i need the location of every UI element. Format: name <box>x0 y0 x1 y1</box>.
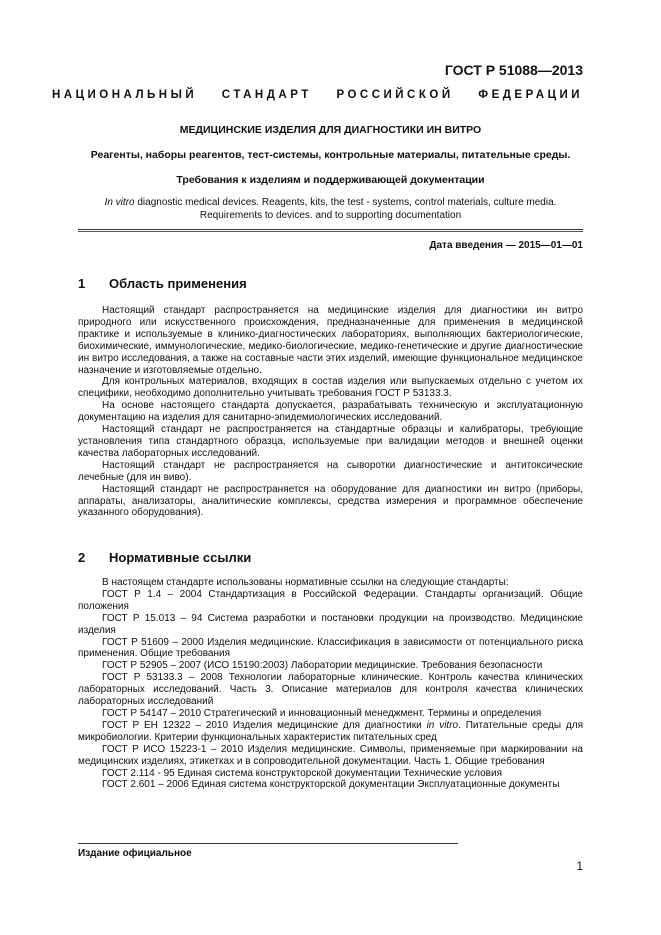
section-2-heading <box>78 550 251 565</box>
section-1-paragraph: Настоящий стандарт не распространяется на оборудование для диагностики ин витро (приборы, аппараты, анализаторы, аналитические комплексы, средства измерения и программное обеспечение указанного оборудования). <box>78 483 583 519</box>
reference-item: ГОСТ Р 52905 – 2007 (ИСО 15190:2003) Лаборатории медицинские. Требования безопасности <box>102 660 543 672</box>
section-2-title: Нормативные ссылки <box>109 550 252 565</box>
title-en-line1: diagnostic medical devices. Reagents, kits, the test - systems, control materials, culture media. <box>134 197 557 208</box>
reference-item: ГОСТ Р 51609 – 2000 Изделия медицинские. Классификация в зависимости от потенциального риска применения. Общие требования <box>78 636 583 660</box>
header-divider-secondary <box>78 231 583 232</box>
gost-number: ГОСТ Р 51088—2013 <box>444 62 583 78</box>
edition-label: Издание официальное <box>78 848 192 859</box>
header-divider <box>78 229 583 230</box>
page-number: 1 <box>576 859 583 873</box>
section-1-paragraph: Настоящий стандарт не распространяется на сыворотки диагностические и антитоксические лечебные (для ин виво). <box>78 459 583 483</box>
reference-item: ГОСТ Р 1.4 – 2004 Стандартизация в Российской Федерации. Стандарты организаций. Общие положения <box>78 588 583 612</box>
reference-item: ГОСТ 2.114 - 95 Единая система конструкторской документации Технические условия <box>102 767 502 779</box>
title-en-line2: Requirements to devices. and to supporting documentation <box>199 210 462 221</box>
reference-item: ГОСТ 2.601 – 2006 Единая система конструкторской документации Эксплуатационные документы <box>102 779 560 791</box>
reference-en-italic: in vitro <box>426 719 459 731</box>
reference-item: ГОСТ Р ИСО 15223-1 – 2010 Изделия медицинские. Символы, применяемые при маркировании на медицинских изделиях, этикетках и в сопроводительной документации. Часть 1. Общие требования <box>78 743 583 767</box>
reference-item <box>78 720 583 744</box>
introduction-date: Дата введения — 2015—01—01 <box>429 240 583 251</box>
section-1-heading <box>78 276 247 291</box>
national-standard-label: НАЦИОНАЛЬНЫЙ СТАНДАРТ РОССИЙСКОЙ ФЕДЕРАЦИИ <box>52 89 583 101</box>
section-1-body <box>78 305 583 519</box>
section-1-paragraph: Настоящий стандарт не распространяется на стандартные образцы и калибраторы, требующие установления типа стандартного образца, используемые при валидации методов и внешней оценки качества лабораторных исследований. <box>78 424 583 459</box>
reference-item: ГОСТ Р 15.013 – 94 Система разработки и постановки продукции на производство. Медицинские изделия <box>78 612 583 636</box>
section-2-body <box>78 577 583 791</box>
reference-en-after: . Питательные среды для микробиологии. Критерии функциональных характеристик питательных сред <box>78 719 583 743</box>
title-en-italic: In vitro <box>104 197 135 208</box>
reference-en-before: ГОСТ Р ЕН 12322 – 2010 Изделия медицинские для диагностики <box>102 719 427 731</box>
section-1-paragraph: На основе настоящего стандарта допускается, разрабатывать техническую и эксплуатационную документацию на изделия для санитарно-эпидемиологических исследований. <box>78 400 583 424</box>
reference-item: ГОСТ Р 53133.3 – 2008 Технологии лабораторные клинические. Контроль качества клинических лабораторных исследований. Часть 3. Описание материалов для контроля качества клинических лабораторных исследований <box>78 672 583 708</box>
footer-divider <box>78 843 458 844</box>
section-2-number: 2 <box>78 550 86 565</box>
section-1-paragraph: Для контрольных материалов, входящих в состав изделия или выпускаемых отдельно с учетом их специфики, необходимо дополнительно учитывать требования ГОСТ Р 53133.3. <box>78 376 583 400</box>
reference-item: ГОСТ Р 54147 – 2010 Стратегический и инновационный менеджмент. Термины и определения <box>102 707 542 719</box>
document-title-english <box>78 196 583 222</box>
document-title: МЕДИЦИНСКИЕ ИЗДЕЛИЯ ДЛЯ ДИАГНОСТИКИ ИН ВИТРО <box>179 124 482 136</box>
section-2-intro: В настоящем стандарте использованы нормативные ссылки на следующие стандарты: <box>102 577 509 588</box>
section-1-number: 1 <box>78 276 86 291</box>
section-1-title: Область применения <box>109 276 247 291</box>
section-1-paragraph: Настоящий стандарт распространяется на медицинские изделия для диагностики ин витро природного или искусственного происхождения, предназначенные для применения в медицинской практике и используемые в клинико-диагностических лабораториях, выполняющих бактериологические, биохимические, иммунологические, медико-биологические, медико-генетические и другие диагностические ин витро исследования, а также на составные части этих изделий, имеющие функциональное медицинское назначение и изготовляемые отдельно. <box>78 305 583 376</box>
document-subtitle: Реагенты, наборы реагентов, тест-системы, контрольные материалы, питательные среды. <box>90 149 571 161</box>
document-requirements-title: Требования к изделиям и поддерживающей документации <box>176 174 485 186</box>
